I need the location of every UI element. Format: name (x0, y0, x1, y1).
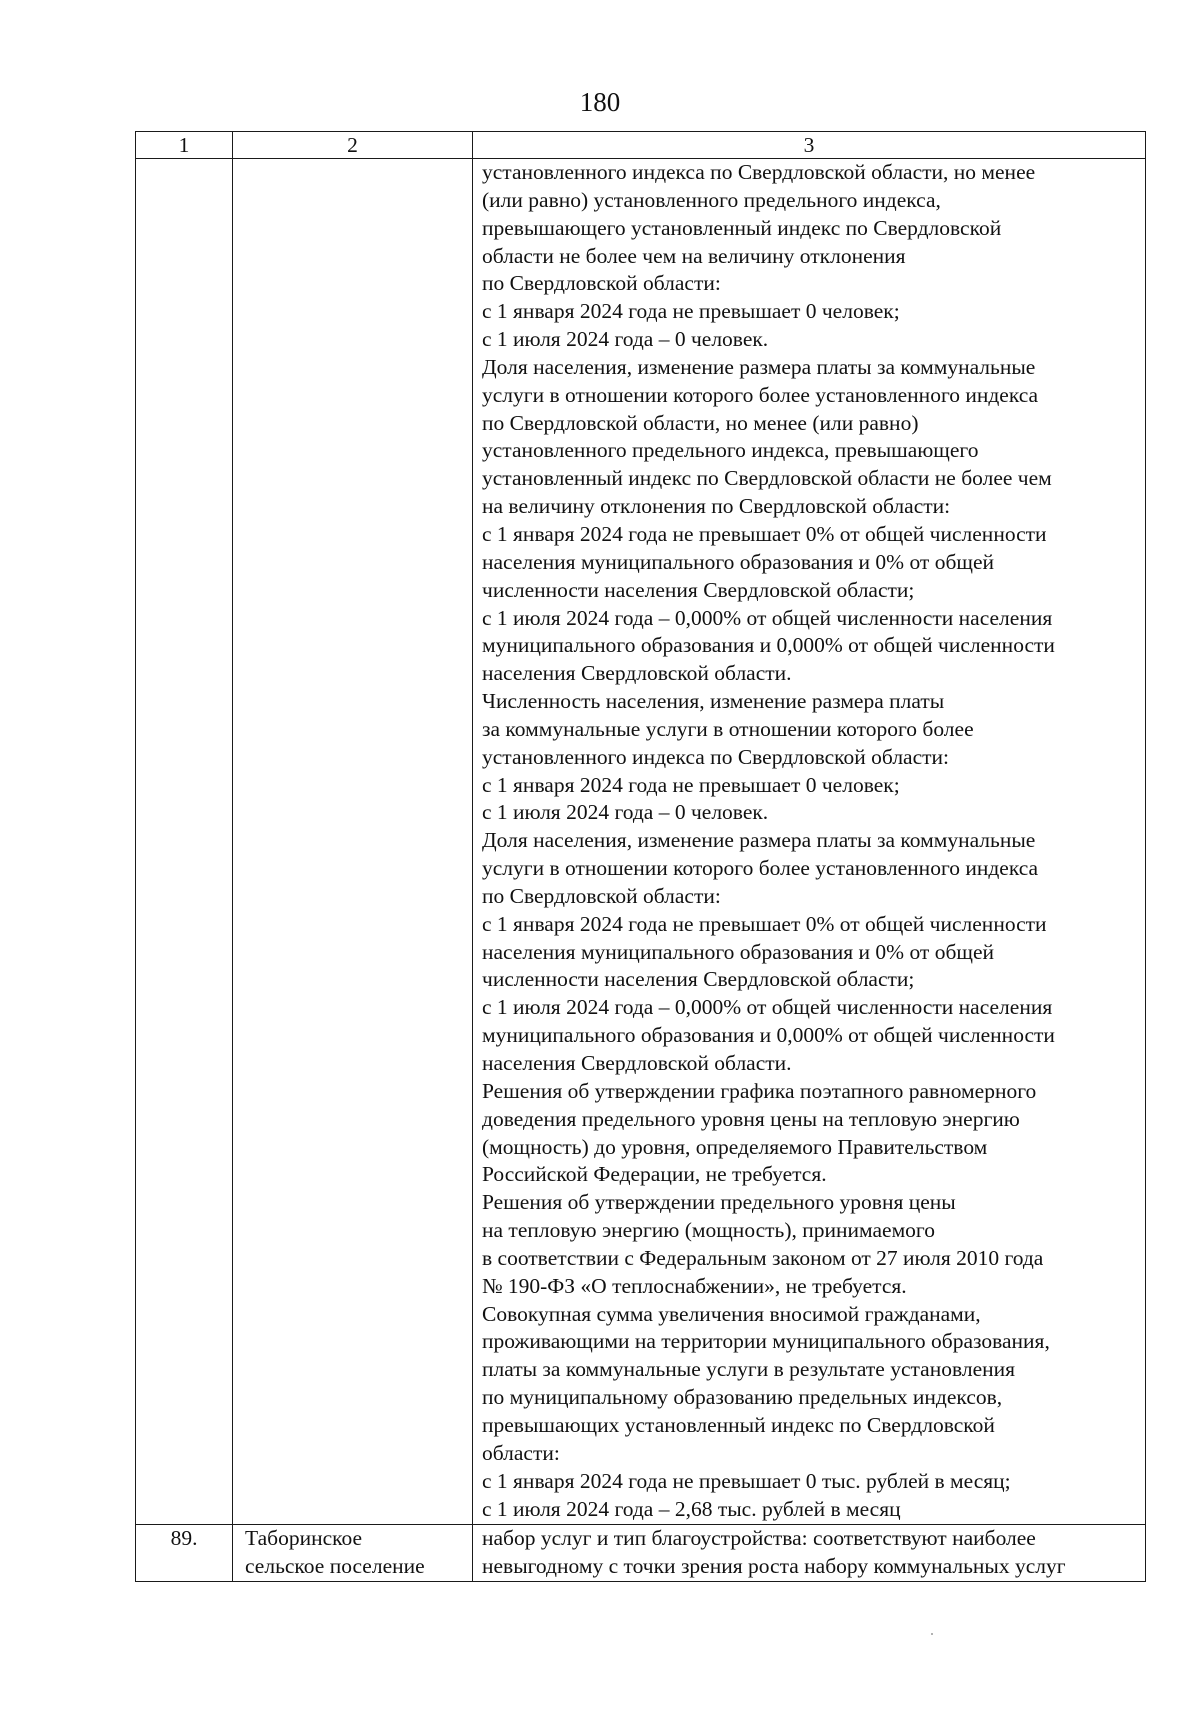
entry-text-cell (473, 1525, 1146, 1582)
text-line: с 1 января 2024 года не превышает 0 человек; (482, 772, 900, 797)
text-line: Доля населения, изменение размера платы за коммунальные (482, 828, 1036, 853)
text-line: установленный индекс по Свердловской области не более чем (482, 466, 1052, 491)
text-line: с 1 января 2024 года не превышает 0% от общей численности (482, 911, 1047, 936)
continuation-text-cell (473, 159, 1146, 1525)
text-line: населения Свердловской области. (482, 1051, 792, 1075)
text-line: установленного индекса по Свердловской области: (482, 744, 950, 769)
table-row-89 (136, 1525, 1146, 1582)
text-line: с 1 января 2024 года не превышает 0% от общей численности (482, 521, 1047, 546)
text-line: за коммунальные услуги в отношении которого более (482, 716, 974, 741)
text-line: Решения об утверждении графика поэтапного равномерного (482, 1078, 1037, 1103)
text-line: Доля населения, изменение размера платы за коммунальные (482, 354, 1036, 379)
text-line: Российской Федерации, не требуется. (482, 1162, 827, 1187)
text-line: с 1 июля 2024 года – 0,000% от общей численности населения (482, 605, 1053, 630)
text-line: Численность населения, изменение размера платы (482, 689, 945, 714)
text-line: с 1 июля 2024 года – 0 человек. (482, 327, 769, 352)
text-line: муниципального образования и 0,000% от общей численности (482, 633, 1055, 658)
text-line: платы за коммунальные услуги в результате установления (482, 1357, 1016, 1382)
text-line: невыгодному с точки зрения роста набору коммунальных услуг (482, 1554, 1066, 1579)
text-line: муниципального образования и 0,000% от общей численности (482, 1023, 1055, 1048)
text-line: по муниципальному образованию предельных индексов, (482, 1385, 1003, 1410)
text-line: населения муниципального образования и 0% от общей (482, 939, 994, 964)
text-line: с 1 июля 2024 года – 2,68 тыс. рублей в месяц (482, 1496, 901, 1521)
tariff-table (135, 131, 1146, 1582)
text-line: установленного предельного индекса, превышающего (482, 438, 979, 463)
text-line: установленного индекса по Свердловской области, но менее (482, 160, 1036, 184)
text-line: превышающих установленный индекс по Свердловской (482, 1412, 995, 1437)
table-header-row (136, 132, 1146, 159)
text-line: в соответствии с Федеральным законом от 27 июля 2010 года (482, 1245, 1044, 1270)
text-line: (мощность) до уровня, определяемого Правительством (482, 1134, 988, 1159)
scan-artifact-dot (931, 1633, 933, 1635)
text-line: по Свердловской области: (482, 883, 721, 908)
text-line: с 1 января 2024 года не превышает 0 человек; (482, 299, 900, 324)
text-line: по Свердловской области: (482, 271, 721, 296)
continuation-name-cell (233, 159, 473, 1525)
continuation-row (136, 159, 1146, 1525)
text-line: численности населения Свердловской области; (482, 967, 915, 992)
text-line: услуги в отношении которого более установленного индекса (482, 856, 1039, 881)
text-line: набор услуг и тип благоустройства: соответствуют наиболее (482, 1526, 1036, 1551)
column-header-1: 1 (136, 132, 233, 159)
text-line: на величину отклонения по Свердловской области: (482, 494, 951, 519)
row-number: 89. (136, 1525, 233, 1582)
text-line: населения Свердловской области. (482, 661, 792, 686)
municipality-name-line: Таборинское (245, 1526, 363, 1551)
text-line: услуги в отношении которого более установленного индекса (482, 382, 1039, 407)
column-header-3: 3 (473, 132, 1146, 159)
text-line: (или равно) установленного предельного индекса, (482, 187, 941, 212)
continuation-number-cell (136, 159, 233, 1525)
text-line: Решения об утверждении предельного уровня цены (482, 1190, 956, 1215)
text-line: области: (482, 1440, 560, 1465)
municipality-name-cell (233, 1525, 473, 1582)
text-line: проживающими на территории муниципального образования, (482, 1329, 1050, 1354)
text-line: на тепловую энергию (мощность), принимаемого (482, 1218, 935, 1243)
text-line: численности населения Свердловской области; (482, 577, 915, 602)
text-line: по Свердловской области, но менее (или равно) (482, 410, 919, 435)
text-line: доведения предельного уровня цены на тепловую энергию (482, 1106, 1020, 1131)
page-number: 180 (579, 87, 621, 117)
text-line: с 1 июля 2024 года – 0,000% от общей численности населения (482, 995, 1053, 1020)
text-line: Совокупная сумма увеличения вносимой гражданами, (482, 1301, 981, 1326)
municipality-name-line: сельское поселение (245, 1554, 425, 1579)
text-line: № 190-ФЗ «О теплоснабжении», не требуется. (482, 1273, 907, 1298)
text-line: превышающего установленный индекс по Свердловской (482, 215, 1002, 240)
text-line: населения муниципального образования и 0% от общей (482, 549, 994, 574)
text-line: области не более чем на величину отклонения (482, 243, 906, 268)
text-line: с 1 июля 2024 года – 0 человек. (482, 800, 769, 825)
text-line: с 1 января 2024 года не превышает 0 тыс. рублей в месяц; (482, 1468, 1011, 1493)
column-header-2: 2 (233, 132, 473, 159)
